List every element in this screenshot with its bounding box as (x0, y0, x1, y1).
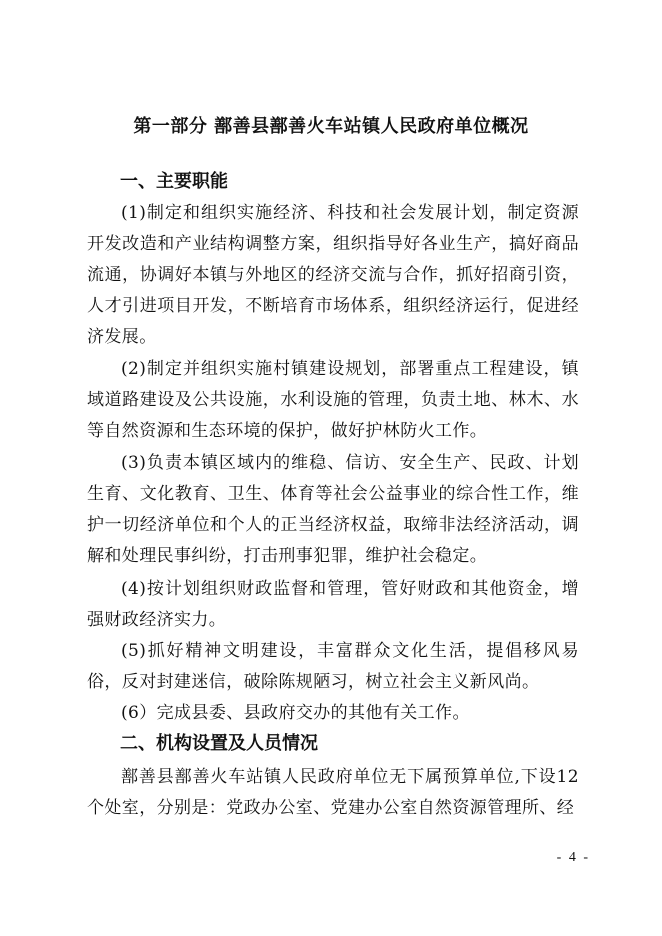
paragraph-function-4: (4)按计划组织财政监督和管理，管好财政和其他资金，增强财政经济实力。 (87, 579, 579, 630)
paragraph-function-6: (6）完成县委、县政府交办的其他有关工作。 (121, 703, 470, 723)
paragraph-function-3: (3)负责本镇区域内的维稳、信访、安全生产、民政、计划生育、文化教育、卫生、体育等社会公益事业的综合性工作，维护一切经济单位和个人的正当经济权益，取缔非法经济活动，调解和处理民事纠纷，打击刑事犯罪，维护社会稳定。 (87, 453, 579, 566)
section-heading-main-functions: 一、主要职能 (120, 171, 228, 192)
paragraph-function-5: (5)抓好精神文明建设，丰富群众文化生活，提倡移风易俗，反对封建迷信，破除陈规陋习，树立社会主义新风尚。 (87, 641, 579, 692)
paragraph-function-2: (2)制定并组织实施村镇建设规划，部署重点工程建设，镇域道路建设及公共设施，水利设施的管理，负责土地、林木、水等自然资源和生态环境的保护，做好护林防火工作。 (87, 359, 579, 441)
paragraph-organization: 鄯善县鄯善火车站镇人民政府单位无下属预算单位,下设12个处室，分别是：党政办公室、党建办公室自然资源管理所、经 (87, 767, 579, 818)
section-heading-organization: 二、机构设置及人员情况 (120, 733, 318, 754)
paragraph-function-1: (1)制定和组织实施经济、科技和社会发展计划，制定资源开发改造和产业结构调整方案，组织指导好各业生产，搞好商品流通，协调好本镇与外地区的经济交流与合作，抓好招商引资，人才引进项目开发，不断培育市场体系，组织经济运行，促进经济发展。 (87, 203, 579, 347)
page-title: 第一部分 鄯善县鄯善火车站镇人民政府单位概况 (133, 116, 529, 137)
page-number: - 4 - (556, 850, 590, 865)
